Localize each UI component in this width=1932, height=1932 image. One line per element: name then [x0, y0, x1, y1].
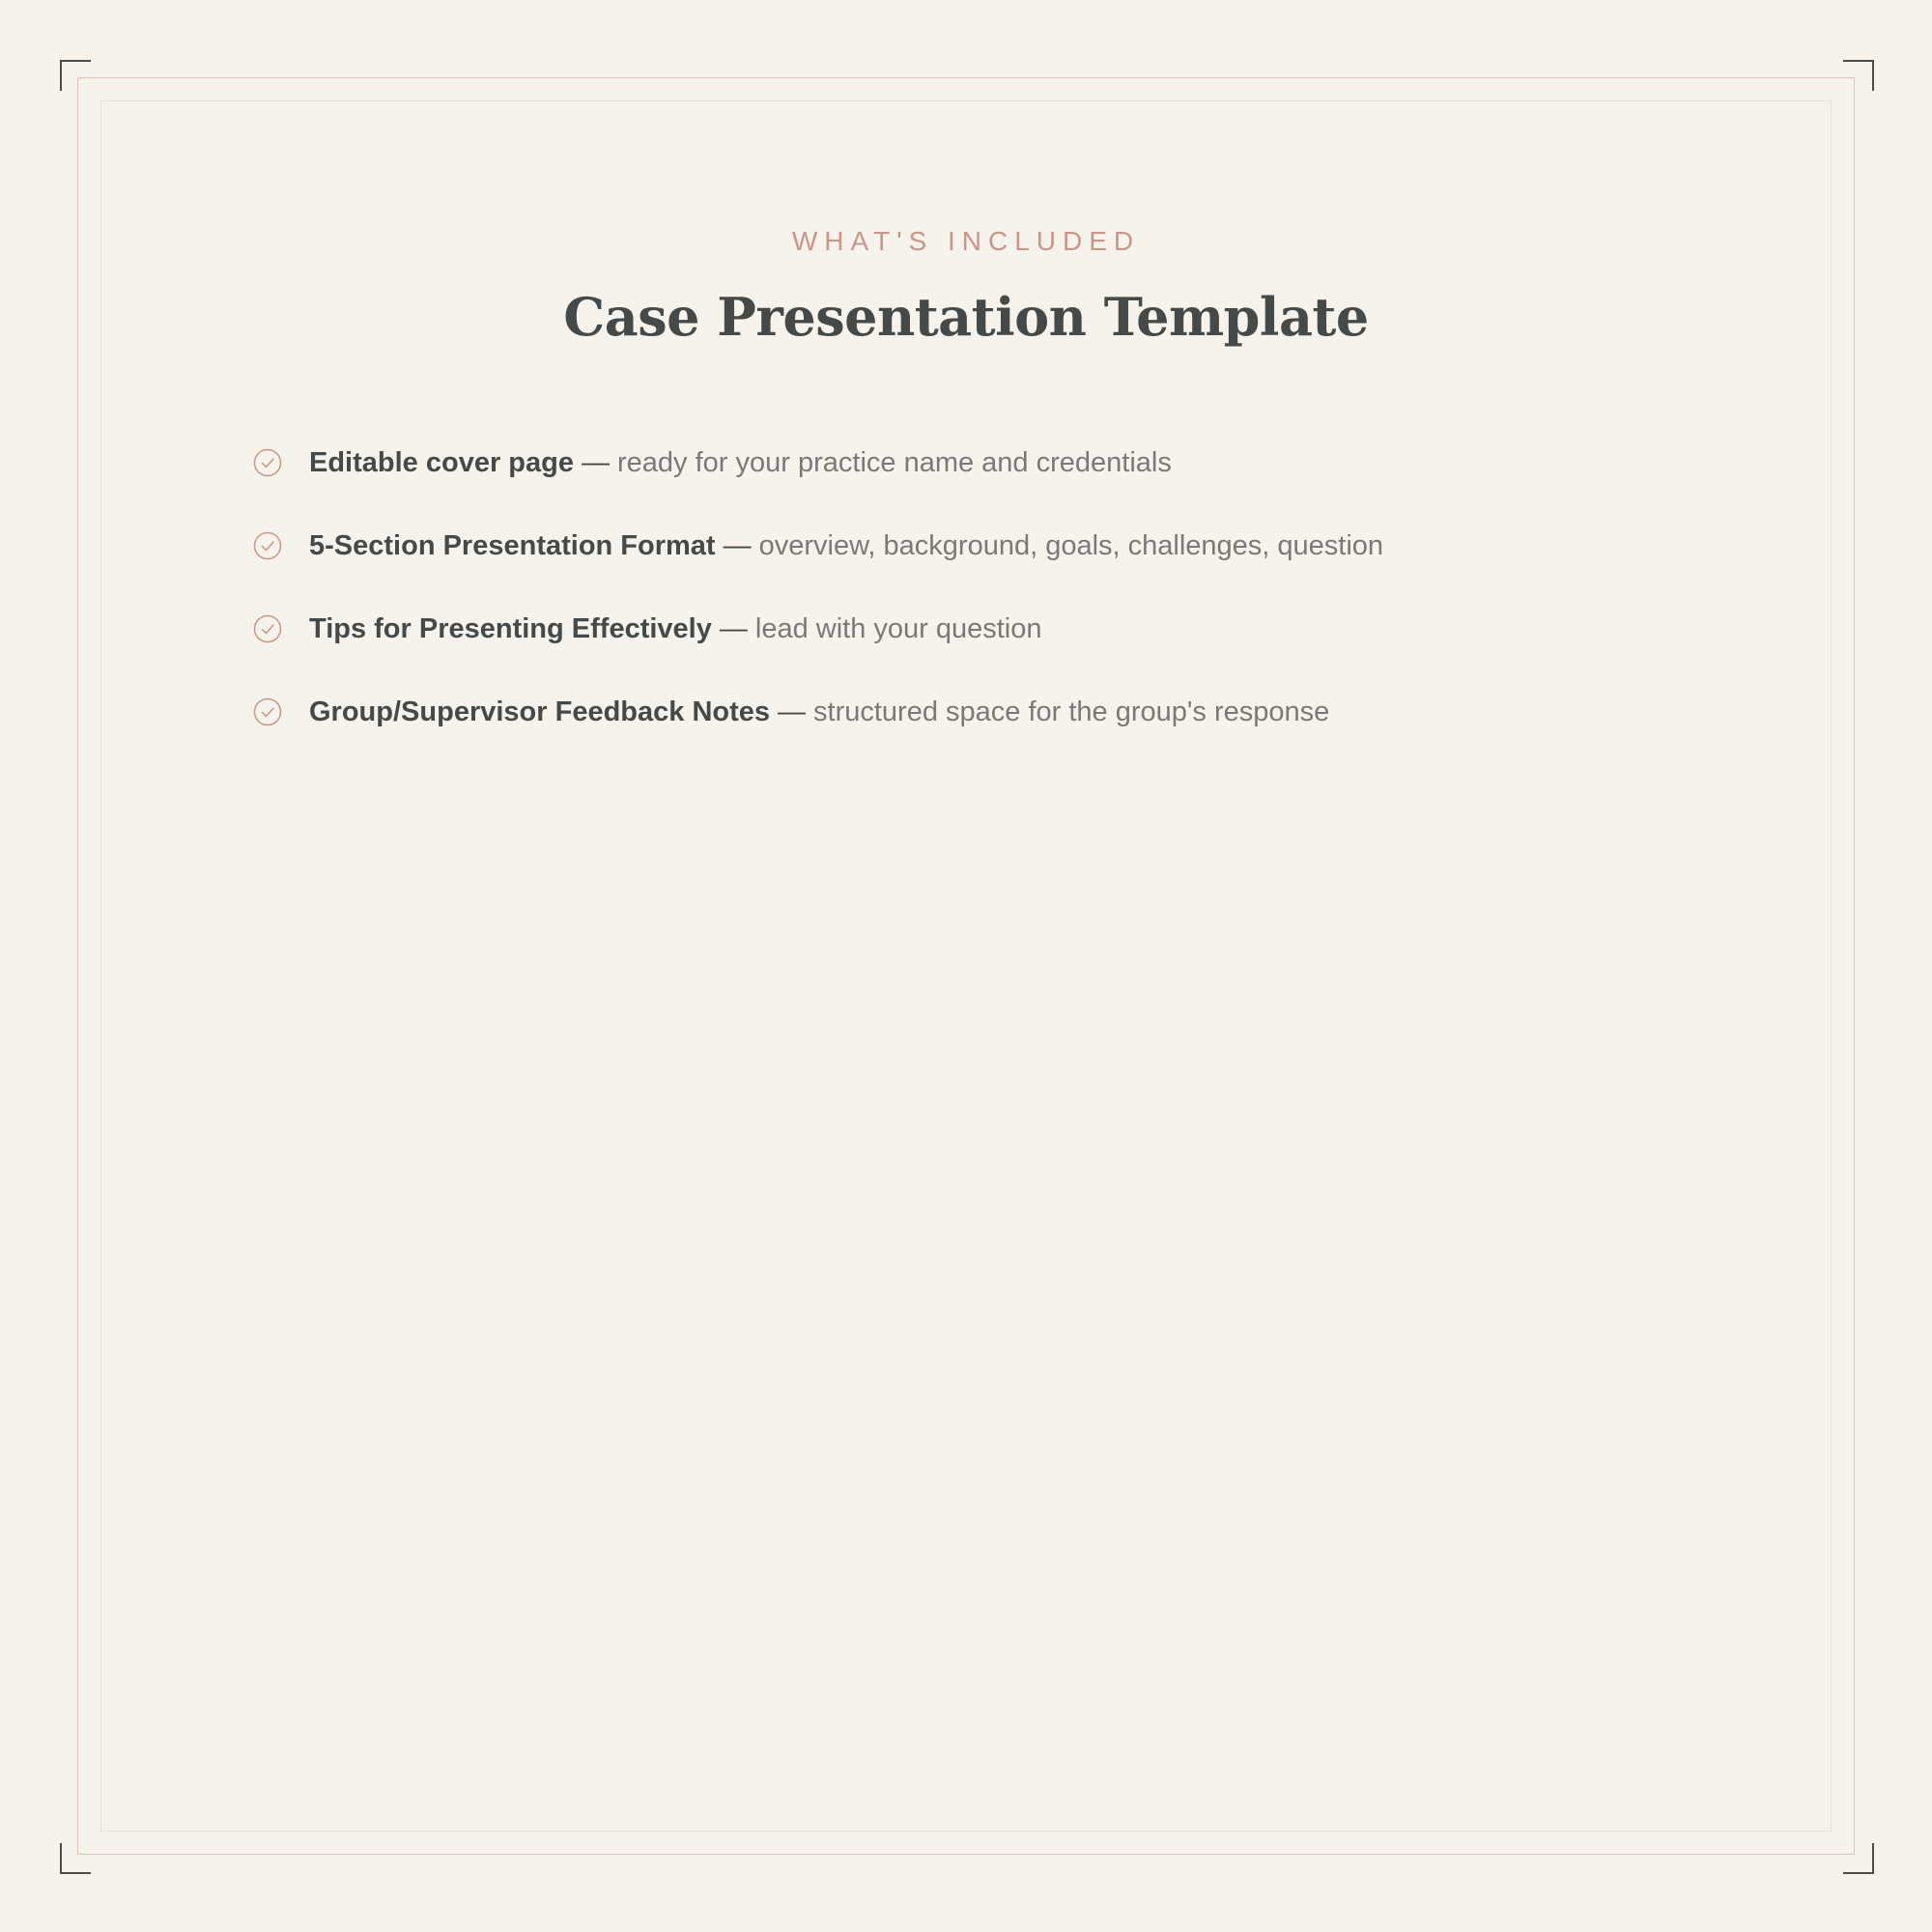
- feature-description: overview, background, goals, challenges, question: [758, 529, 1384, 561]
- feature-item: [253, 587, 1383, 670]
- feature-list: [253, 421, 1383, 753]
- feature-item: [253, 670, 1383, 753]
- feature-separator: —: [719, 612, 748, 644]
- feature-item: [253, 421, 1383, 504]
- check-circle-icon: [253, 448, 282, 477]
- feature-title: Group/Supervisor Feedback Notes: [309, 696, 771, 727]
- check-circle-icon: [253, 531, 282, 560]
- page-title: Case Presentation Template: [563, 286, 1369, 348]
- feature-separator: —: [582, 446, 610, 478]
- section-eyebrow: WHAT'S INCLUDED: [791, 226, 1141, 256]
- feature-title: Tips for Presenting Effectively: [309, 612, 712, 644]
- check-circle-icon: [253, 697, 282, 726]
- inner-frame-border: [100, 100, 1832, 1832]
- feature-separator: —: [723, 529, 752, 561]
- feature-item: [253, 504, 1383, 587]
- feature-title: 5-Section Presentation Format: [309, 529, 716, 561]
- feature-title: Editable cover page: [309, 446, 574, 478]
- feature-description: ready for your practice name and credentials: [617, 446, 1172, 478]
- feature-separator: —: [778, 696, 807, 727]
- feature-description: lead with your question: [754, 612, 1042, 644]
- feature-description: structured space for the group's response: [813, 696, 1330, 727]
- check-circle-icon: [253, 614, 282, 643]
